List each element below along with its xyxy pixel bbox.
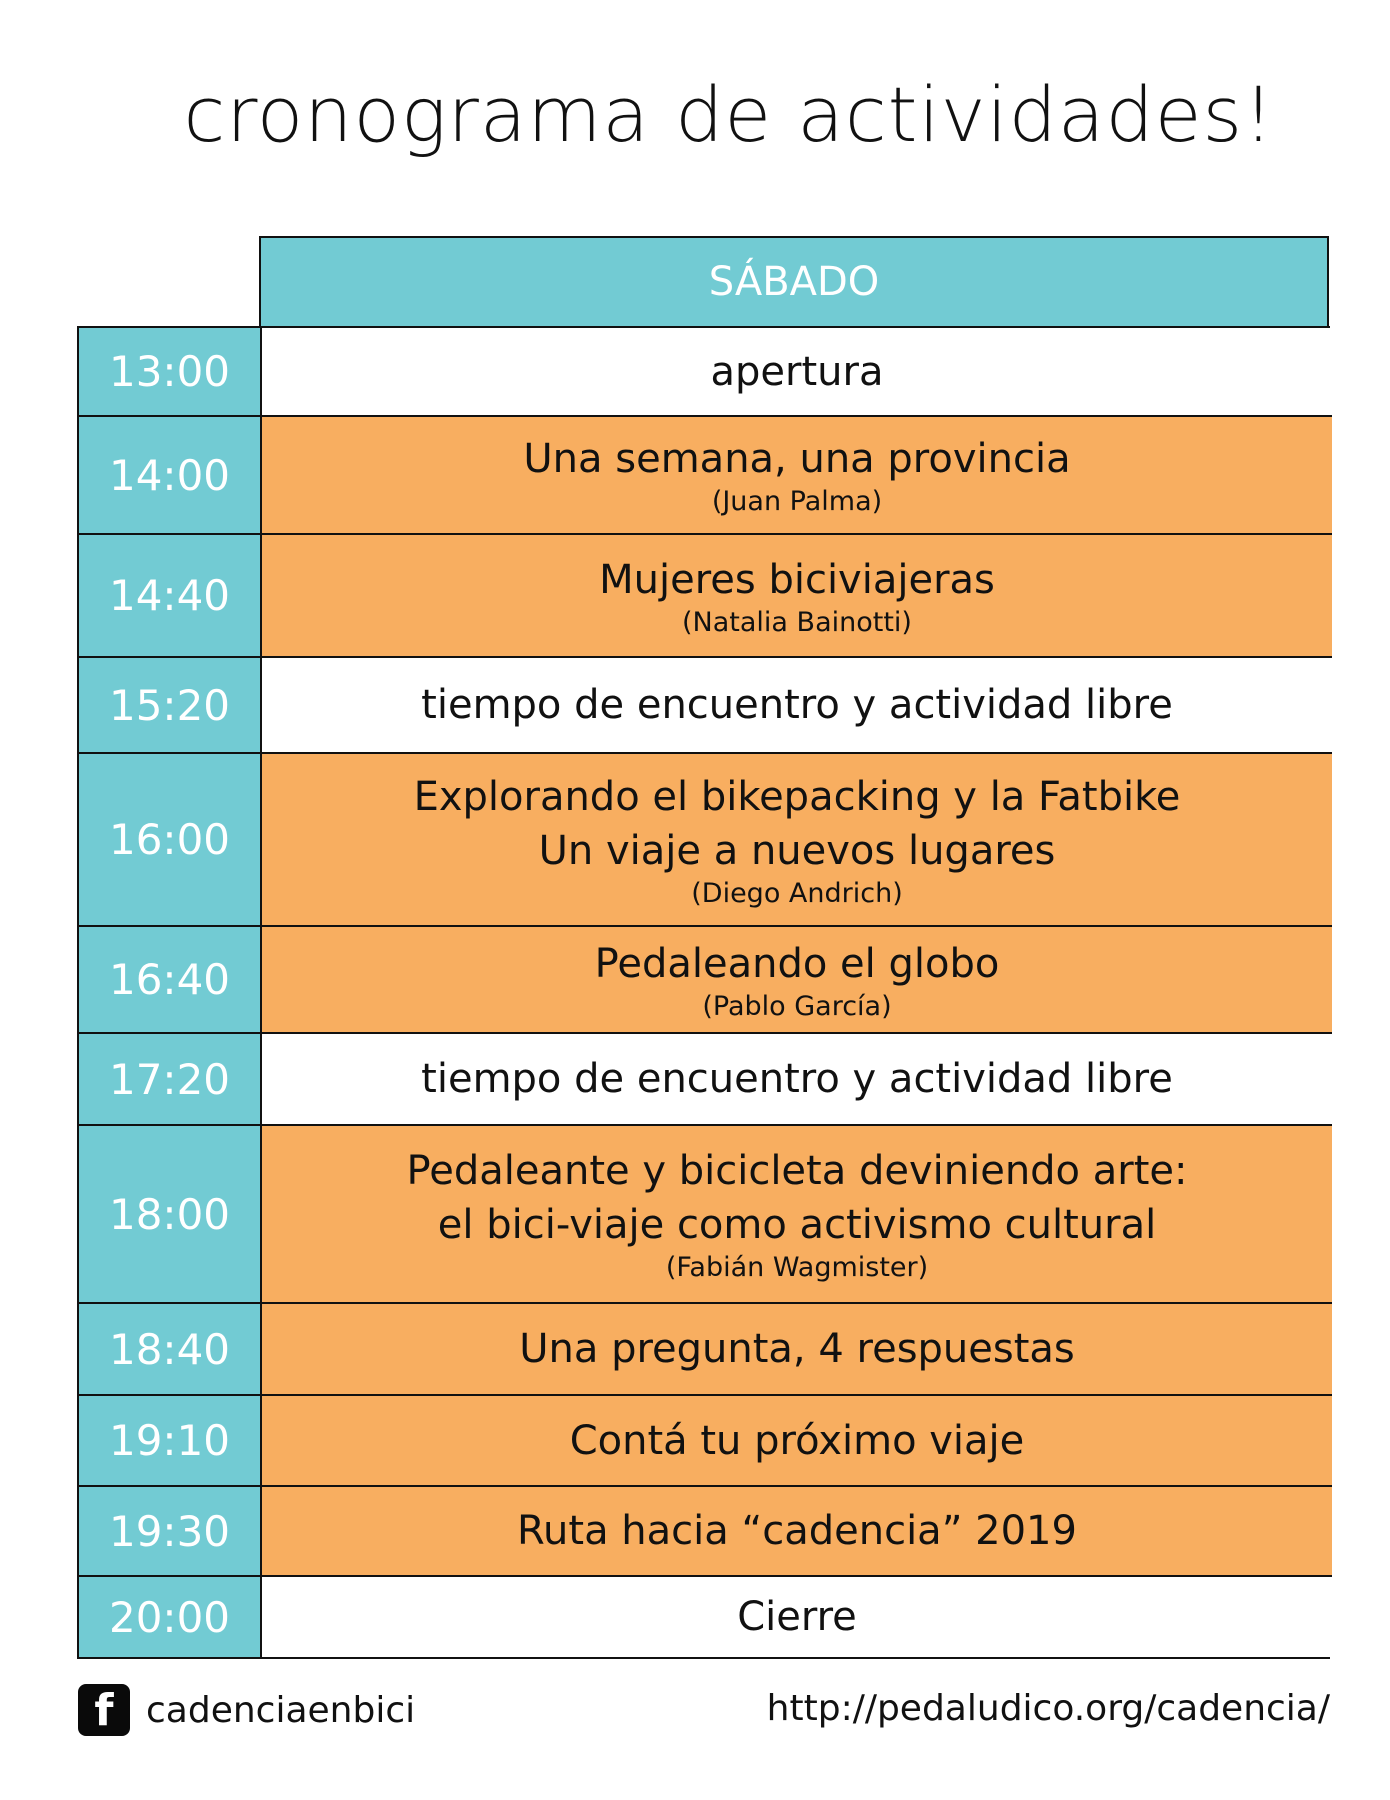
time-cell: 18:00 xyxy=(79,1126,262,1304)
activity-title: el bici-viaje como activismo cultural xyxy=(437,1202,1157,1248)
activity-title: Una pregunta, 4 respuestas xyxy=(519,1326,1075,1372)
time-cell: 20:00 xyxy=(79,1577,262,1657)
day-header: SÁBADO xyxy=(259,236,1329,328)
activity-title: tiempo de encuentro y actividad libre xyxy=(421,682,1173,728)
time-cell: 19:10 xyxy=(79,1396,262,1487)
activity-title: Un viaje a nuevos lugares xyxy=(538,827,1056,874)
time-cell: 14:00 xyxy=(79,417,262,535)
activity-speaker: (Pablo García) xyxy=(702,990,892,1022)
facebook-icon: f xyxy=(78,1684,130,1736)
website-link[interactable]: http://pedaludico.org/cadencia/ xyxy=(766,1688,1330,1729)
activity-cell xyxy=(262,658,1332,754)
activity-cell xyxy=(262,1577,1332,1657)
activity-title: Ruta hacia “cadencia” 2019 xyxy=(517,1508,1077,1554)
time-cell: 19:30 xyxy=(79,1487,262,1577)
activity-cell xyxy=(262,535,1332,658)
activity-cell xyxy=(262,328,1332,417)
time-cell: 15:20 xyxy=(79,658,262,754)
facebook-handle: cadenciaenbici xyxy=(146,1689,416,1731)
activity-cell xyxy=(262,1396,1332,1487)
page-title: cronograma de actividades! xyxy=(183,70,1275,159)
activity-title: apertura xyxy=(710,348,884,395)
activity-cell xyxy=(262,1304,1332,1396)
time-cell: 14:40 xyxy=(79,535,262,658)
activity-title: Pedaleante y bicicleta deviniendo arte: xyxy=(406,1148,1188,1194)
facebook-link[interactable] xyxy=(78,1684,415,1736)
activity-cell xyxy=(262,1126,1332,1304)
activity-title: tiempo de encuentro y actividad libre xyxy=(421,1056,1173,1102)
activity-title: Mujeres biciviajeras xyxy=(599,556,995,603)
activity-cell xyxy=(262,927,1332,1034)
activity-title: Contá tu próximo viaje xyxy=(569,1417,1025,1464)
activity-speaker: (Diego Andrich) xyxy=(691,877,903,909)
time-cell: 17:20 xyxy=(79,1034,262,1126)
time-cell: 16:40 xyxy=(79,927,262,1034)
activity-title: Una semana, una provincia xyxy=(523,436,1071,482)
schedule-table xyxy=(77,326,1330,1659)
activity-cell xyxy=(262,1487,1332,1577)
activity-cell xyxy=(262,1034,1332,1126)
activity-cell xyxy=(262,417,1332,535)
time-cell: 16:00 xyxy=(79,754,262,927)
activity-title: Cierre xyxy=(737,1594,857,1640)
activity-speaker: (Fabián Wagmister) xyxy=(665,1252,929,1283)
activity-speaker: (Juan Palma) xyxy=(711,486,883,517)
activity-cell xyxy=(262,754,1332,927)
time-cell: 13:00 xyxy=(79,328,262,417)
activity-speaker: (Natalia Bainotti) xyxy=(682,606,912,638)
activity-title: Pedaleando el globo xyxy=(594,940,1000,987)
activity-title: Explorando el bikepacking y la Fatbike xyxy=(413,773,1181,820)
time-cell: 18:40 xyxy=(79,1304,262,1396)
